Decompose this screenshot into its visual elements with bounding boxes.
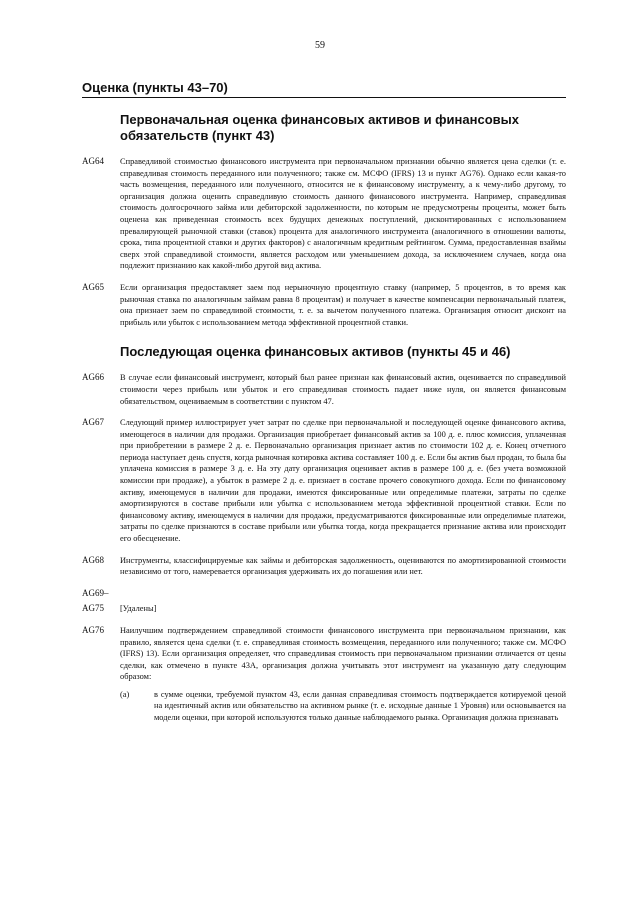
subheading-subsequent-measurement: Последующая оценка финансовых активов (пункты 45 и 46) xyxy=(120,344,511,360)
paragraph-body: Наилучшим подтверждением справедливой стоимости финансового инструмента при первоначальном признании, как правило, является цена сделки (т. е. справедливая стоимость возмещения, переданного или полученного; также см. МСФО (IFRS) 13). Если организация определяет, что справедливая стоимость при первоначальном признании отличается от цены сделки, как отмечено в пункте 43А, организация должна учитывать этот инструмент на указанную дату следующим образом: xyxy=(120,625,566,682)
paragraph-text: В случае если финансовый инструмент, который был ранее признан как финансовый актив, оценивается по справедливой стоимости через прибыль или убыток и его справедливая стоимость падает ниже нуля, он является финансовым обязательством, оцениваемым в соответствии с пунктом 47. xyxy=(120,373,566,406)
paragraph-ag65 xyxy=(82,282,566,328)
page-content xyxy=(82,112,566,734)
list-item-text: в сумме оценки, требуемой пунктом 43, если данная справедливая стоимость подтверждается котируемой ценой на идентичный актив или обязательство на активном рынке (т. е. исходные данные 1 Уровня) или основывается на модели оценки, при которой используются только данные наблюдаемого рынка. Организация должна признавать xyxy=(154,689,566,723)
paragraph-label: AG66 xyxy=(82,372,104,383)
paragraph-label: AG69– xyxy=(82,587,109,598)
paragraph-text: Справедливой стоимостью финансового инструмента при первоначальном признании обычно является цена сделки (т. е. справедливая стоимость переданного или полученного; также см. МСФО (IFRS) 13 и пункт AG76). Однако если какая-то часть возмещения, переданного или полученного, относится не к финансовому инструменту, а к чему-либо другому, то организация должна оценить справедливую стоимость данного финансового инструмента. Например, справедливая стоимость долгосрочного займа или дебиторской задолженности, по которым не предусмотрены проценты, может быть оценена как приведенная стоимость всех будущих денежных поступлений, дисконтированных с использованием превалирующей рыночной ставки (ставок) процента для аналогичного инструмента (аналогичного в отношении валюты, срока, типа процентной ставки и других факторов) с аналогичным кредитным рейтингом. Сумма, предоставленная взаймы сверх этой справедливой стоимости, является расходом или уменьшением дохода, за исключением случаев, когда она подлежит признанию как какой-либо другой вид актива. xyxy=(120,157,566,271)
paragraph-text: Инструменты, классифицируемые как займы и дебиторская задолженность, оцениваются по амортизированной стоимости независимо от того, намеревается организация удерживать их до погашения или нет. xyxy=(120,555,566,577)
paragraph-label: AG75 xyxy=(82,603,104,614)
paragraph-text: [Удалены] xyxy=(120,604,157,614)
subheading-initial-measurement: Первоначальная оценка финансовых активов и финансовых обязательств (пункт 43) xyxy=(120,112,519,143)
paragraph-text xyxy=(120,625,566,724)
paragraph-label: AG76 xyxy=(82,624,104,635)
section-heading: Оценка (пункты 43–70) xyxy=(82,80,566,98)
list-item-label: (а) xyxy=(120,689,130,699)
page-number: 59 xyxy=(315,40,325,51)
paragraph-ag64 xyxy=(82,156,566,272)
paragraph-ag76 xyxy=(82,625,566,724)
paragraph-ag68 xyxy=(82,555,566,578)
paragraph-label: AG65 xyxy=(82,281,104,292)
paragraph-label: AG68 xyxy=(82,554,104,565)
paragraph-text: Если организация предоставляет заем под нерыночную процентную ставку (например, 5 процентов, в то время как рыночная ставка по аналогичным займам равна 8 процентам) и получает в качестве компенсации первоначальный платеж, она признает заем по справедливой стоимости, т. е. за вычетом полученного платежа. Организация относит дисконт на прибыль или убыток с использованием метода эффективной процентной ставки. xyxy=(120,282,566,327)
paragraph-text: Следующий пример иллюстрирует учет затрат по сделке при первоначальной и последующей оценке финансового актива, имеющегося в наличии для продажи. Организация приобретает финансовый актив за 100 д. е. плюс комиссия, уплаченная при приобретении в размере 2 д. е. Первоначально организация признает актив по стоимости 102 д. е. Конец отчетного периода наступает день спустя, когда рыночная котировка актива составляет 100 д. е. Если бы актив был продан, то была бы уплачена комиссия в размере 3 д. е. На эту дату организация оценивает актив в размере 100 д. е. (без учета возможной комиссии при продаже), а убыток в размере 2 д. е. признает в составе прочего совокупного дохода. Если по финансовому активу, имеющемуся в наличии для продажи, имеются фиксированные или определимые платежи, затраты по сделке амортизируются в составе прибыли или убытка с использованием метода эффективной процентной ставки. Если по финансовому активу, имеющемуся в наличии для продажи, предусматриваются фиксированные или определимые платежи, затраты по сделке признаются в составе прибыли или убытка тогда, когда прекращается признание актива или происходит его обесценение. xyxy=(120,418,566,544)
paragraph-label: AG67 xyxy=(82,417,104,428)
paragraph-ag75 xyxy=(82,603,566,615)
paragraph-ag67 xyxy=(82,417,566,545)
paragraph-ag66 xyxy=(82,372,566,407)
paragraph-ag69 xyxy=(82,588,566,600)
paragraph-text xyxy=(120,588,566,600)
paragraph-label: AG64 xyxy=(82,156,104,166)
list-item xyxy=(120,689,566,724)
